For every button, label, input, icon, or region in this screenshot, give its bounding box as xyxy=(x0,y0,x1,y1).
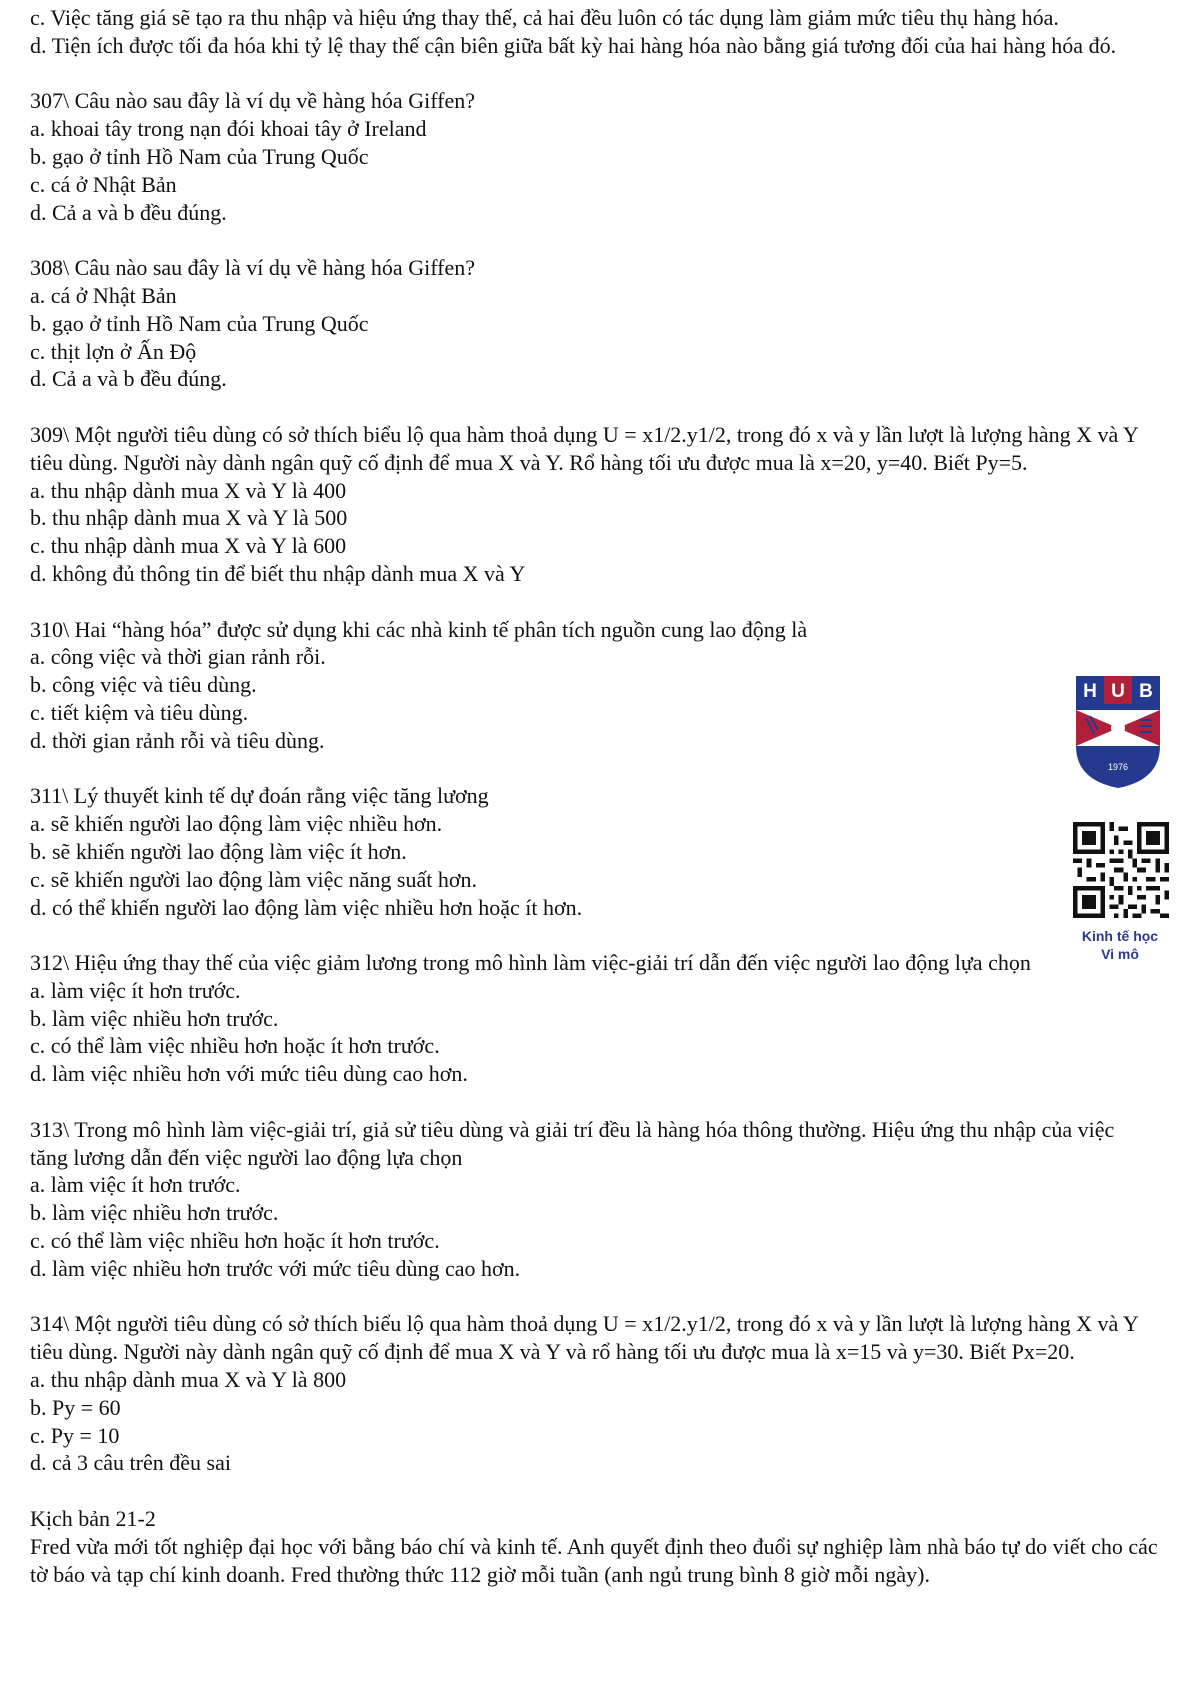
answer-option: b. làm việc nhiều hơn trước. xyxy=(30,1005,279,1031)
question-stem: 308\ Câu nào sau đây là ví dụ về hàng hóa Giffen? xyxy=(30,255,475,281)
answer-option: d. không đủ thông tin để biết thu nhập dành mua X và Y xyxy=(30,560,526,586)
logo-year: 1976 xyxy=(1107,762,1129,772)
question-307 xyxy=(30,87,1170,226)
answer-option: c. tiết kiệm và tiêu dùng. xyxy=(30,699,249,725)
answer-option: a. thu nhập dành mua X và Y là 400 xyxy=(30,477,347,503)
question-stem: 312\ Hiệu ứng thay thế của việc giảm lương trong mô hình làm việc-giải trí dẫn đến việc người lao động lựa chọn xyxy=(30,950,1031,976)
logo-letter-h: H xyxy=(1083,681,1097,702)
answer-option: a. thu nhập dành mua X và Y là 800 xyxy=(30,1367,347,1393)
logo-letter-b: B xyxy=(1139,681,1153,702)
answer-option: d. có thể khiến người lao động làm việc nhiều hơn hoặc ít hơn. xyxy=(30,894,583,920)
answer-option: c. sẽ khiến người lao động làm việc năng suất hơn. xyxy=(30,866,477,892)
logo-caption-line2: Vi mô xyxy=(1101,946,1139,962)
qr-code[interactable] xyxy=(1073,822,1169,918)
question-stem: 307\ Câu nào sau đây là ví dụ về hàng hóa Giffen? xyxy=(30,88,475,114)
answer-option: c. cá ở Nhật Bản xyxy=(30,171,177,197)
intro-option-c: c. Việc tăng giá sẽ tạo ra thu nhập và hiệu ứng thay thế, cả hai đều luôn có tác dụng làm giảm mức tiêu thụ hàng hóa. xyxy=(30,5,1059,30)
answer-option: d. thời gian rảnh rỗi và tiêu dùng. xyxy=(30,727,325,753)
answer-option: b. gạo ở tỉnh Hồ Nam của Trung Quốc xyxy=(30,310,369,336)
question-stem: 311\ Lý thuyết kinh tế dự đoán rằng việc tăng lương xyxy=(30,783,489,809)
answer-option: d. Cả a và b đều đúng. xyxy=(30,199,227,225)
intro-option-d: d. Tiện ích được tối đa hóa khi tỷ lệ thay thế cận biên giữa bất kỳ hai hàng hóa nào bằng giá tương đối của hai hàng hóa đó. xyxy=(30,32,1117,58)
question-stem: 310\ Hai “hàng hóa” được sử dụng khi các nhà kinh tế phân tích nguồn cung lao động là xyxy=(30,616,808,642)
answer-option: d. làm việc nhiều hơn với mức tiêu dùng cao hơn. xyxy=(30,1061,468,1087)
scenario-21-2 xyxy=(30,1505,1170,1588)
question-312 xyxy=(30,949,1170,1088)
answer-option: b. thu nhập dành mua X và Y là 500 xyxy=(30,505,348,531)
answer-option: c. thịt lợn ở Ấn Độ xyxy=(30,338,197,364)
question-314 xyxy=(30,1310,1170,1477)
scenario-title: Kịch bản 21-2 xyxy=(30,1506,156,1532)
question-stem: 313\ Trong mô hình làm việc-giải trí, giả sử tiêu dùng và giải trí đều là hàng hóa thông thường. Hiệu ứng thu nhập của việc tăng lương dẫn đến việc người lao động lựa chọn xyxy=(30,1116,1115,1170)
answer-option: a. công việc và thời gian rảnh rỗi. xyxy=(30,644,326,670)
hub-logo xyxy=(1072,672,1164,790)
question-310 xyxy=(30,616,1170,755)
scenario-text: Fred vừa mới tốt nghiệp đại học với bằng báo chí và kinh tế. Anh quyết định theo đuổi sự nghiệp làm nhà báo tự do viết cho các tờ báo và tạp chí kinh doanh. Fred thường thức 112 giờ mỗi tuần (anh ngủ trung bình 8 giờ mỗi ngày). xyxy=(30,1533,1158,1587)
answer-option: d. Cả a và b đều đúng. xyxy=(30,366,227,392)
answer-option: a. sẽ khiến người lao động làm việc nhiều hơn. xyxy=(30,811,443,837)
question-313 xyxy=(30,1116,1170,1283)
answer-option: b. làm việc nhiều hơn trước. xyxy=(30,1200,279,1226)
answer-option: a. làm việc ít hơn trước. xyxy=(30,977,241,1003)
answer-option: a. làm việc ít hơn trước. xyxy=(30,1172,241,1198)
logo-caption-line1: Kinh tế học xyxy=(1081,928,1159,944)
question-309 xyxy=(30,421,1170,588)
answer-option: b. công việc và tiêu dùng. xyxy=(30,672,257,698)
answer-option: a. khoai tây trong nạn đói khoai tây ở Ireland xyxy=(30,116,427,142)
question-311 xyxy=(30,782,1170,921)
answer-option: b. Py = 60 xyxy=(30,1394,121,1420)
answer-option: a. cá ở Nhật Bản xyxy=(30,282,177,308)
answer-option: c. Py = 10 xyxy=(30,1422,120,1448)
answer-option: b. sẽ khiến người lao động làm việc ít hơn. xyxy=(30,838,407,864)
logo-letter-u: U xyxy=(1111,681,1125,702)
answer-option: c. có thể làm việc nhiều hơn hoặc ít hơn trước. xyxy=(30,1228,440,1254)
answer-option: c. thu nhập dành mua X và Y là 600 xyxy=(30,533,347,559)
question-308 xyxy=(30,254,1170,393)
answer-option: b. gạo ở tỉnh Hồ Nam của Trung Quốc xyxy=(30,143,369,169)
document-body xyxy=(30,4,1170,1588)
question-stem: 309\ Một người tiêu dùng có sở thích biểu lộ qua hàm thoả dụng U = x1/2.y1/2, trong đó x và y lần lượt là lượng hàng X và Y tiêu dùng. Người này dành ngân quỹ cố định để mua X và Y. Rổ hàng tối ưu được mua là x=20, y=40. Biết Py=5. xyxy=(30,421,1139,475)
question-stem: 314\ Một người tiêu dùng có sở thích biểu lộ qua hàm thoả dụng U = x1/2.y1/2, trong đó x và y lần lượt là lượng hàng X và Y tiêu dùng. Người này dành ngân quỹ cố định để mua X và Y và rổ hàng tối ưu được mua là x=15 và y=30. Biết Px=20. xyxy=(30,1311,1139,1365)
answer-option: d. làm việc nhiều hơn trước với mức tiêu dùng cao hơn. xyxy=(30,1255,521,1281)
answer-option: d. cả 3 câu trên đều sai xyxy=(30,1450,231,1476)
answer-option: c. có thể làm việc nhiều hơn hoặc ít hơn trước. xyxy=(30,1033,440,1059)
